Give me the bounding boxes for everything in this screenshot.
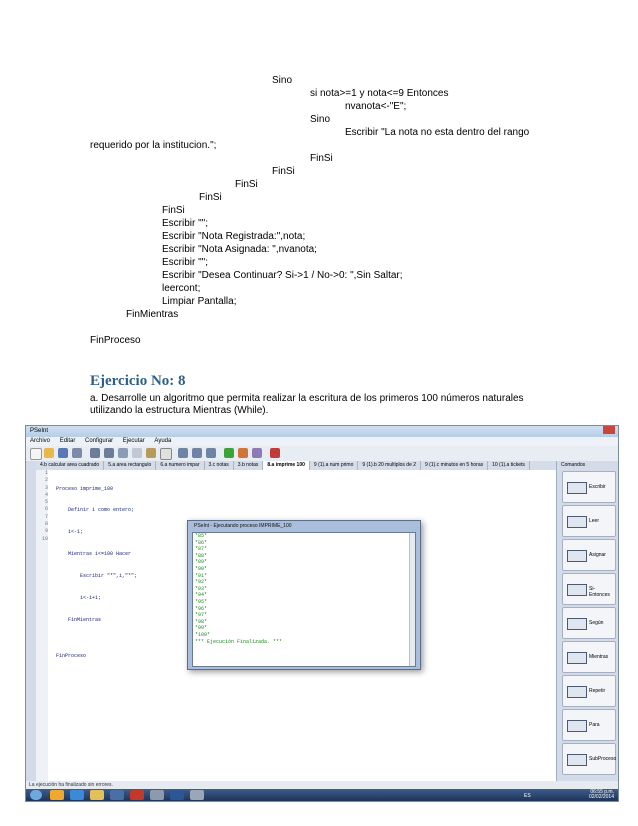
segun-icon bbox=[567, 618, 587, 630]
tab-file[interactable]: 3.b notas bbox=[234, 461, 264, 470]
pseudo-line: FinSi bbox=[235, 179, 258, 190]
windows-taskbar bbox=[26, 789, 618, 801]
explorer-icon[interactable] bbox=[90, 790, 104, 800]
para-icon bbox=[567, 720, 587, 732]
command-asignar[interactable]: Asignar bbox=[562, 539, 616, 571]
console-line: *89* bbox=[195, 559, 208, 566]
line-number: 10 bbox=[41, 535, 48, 542]
mientras-icon bbox=[567, 652, 587, 664]
console-title: PSeInt - Ejecutando proceso IMPRIME_100 bbox=[194, 523, 292, 529]
tab-file[interactable]: 9 (1).b 20 multiplos de 2 bbox=[358, 461, 421, 470]
leer-icon bbox=[567, 516, 587, 528]
repetir-icon bbox=[567, 686, 587, 698]
line-number: 9 bbox=[44, 528, 48, 535]
step-run-icon[interactable] bbox=[238, 448, 248, 458]
line-number: 8 bbox=[44, 521, 48, 528]
line-number: 4 bbox=[44, 491, 48, 498]
code-line: i<-i+1; bbox=[56, 595, 102, 602]
menu-ejecutar[interactable]: Ejecutar bbox=[122, 438, 145, 444]
si-entonces-icon bbox=[567, 584, 587, 596]
pseudo-line: nvanota<-"E"; bbox=[345, 101, 407, 112]
console-line: *97* bbox=[195, 612, 208, 619]
console-line: *94* bbox=[195, 592, 208, 599]
line-number: 6 bbox=[44, 506, 48, 513]
commands-panel bbox=[556, 461, 619, 781]
console-scrollbar[interactable] bbox=[409, 533, 415, 666]
menu-bar bbox=[26, 437, 618, 446]
pseudo-line: Escribir "Nota Asignada: ",nvanota; bbox=[162, 244, 317, 255]
tab-file-active[interactable]: 8.a imprime 100 bbox=[263, 461, 310, 470]
exercise-heading: Ejercicio No: 8 bbox=[90, 373, 186, 389]
tab-file[interactable]: 10 (1).a tickets bbox=[488, 461, 530, 470]
menu-editar[interactable]: Editar bbox=[59, 438, 76, 444]
tab-file[interactable]: 6.a numero impar bbox=[156, 461, 204, 470]
indent-icon[interactable] bbox=[178, 448, 188, 458]
app-titlebar bbox=[26, 426, 618, 437]
pseudo-line: FinSi bbox=[272, 166, 295, 177]
code-lines bbox=[56, 471, 137, 675]
console-line: *95* bbox=[195, 598, 208, 605]
tab-file[interactable]: 5.a area rectangulo bbox=[104, 461, 156, 470]
code-line: Definir i como entero; bbox=[56, 507, 135, 514]
console-line: *91* bbox=[195, 572, 208, 579]
tab-file[interactable]: 9 (1).c minutos en 5 horas bbox=[421, 461, 488, 470]
save-as-icon[interactable] bbox=[72, 448, 82, 458]
pseudo-line: Escribir ""; bbox=[162, 218, 208, 229]
subproceso-icon bbox=[567, 754, 587, 766]
line-number-gutter bbox=[36, 470, 48, 781]
media-icon[interactable] bbox=[110, 790, 124, 800]
code-line: FinProceso bbox=[56, 653, 87, 660]
pseint-taskbar-icon[interactable] bbox=[190, 790, 204, 800]
line-number: 3 bbox=[44, 484, 48, 491]
commands-panel-title: Comandos bbox=[561, 462, 586, 468]
find-icon[interactable] bbox=[160, 448, 172, 460]
console-line: *98* bbox=[195, 618, 208, 625]
pseudo-line: leercont; bbox=[162, 283, 201, 294]
line-number: 1 bbox=[44, 470, 48, 476]
tab-file[interactable]: 3.c notas bbox=[205, 461, 234, 470]
clock-date: 02/02/2014 bbox=[588, 794, 614, 800]
pseint-screenshot bbox=[25, 425, 619, 802]
code-line: Proceso imprime_100 bbox=[56, 485, 114, 492]
paste-icon[interactable] bbox=[146, 448, 156, 458]
code-line: i<-1; bbox=[56, 529, 84, 536]
pseudo-line: FinMientras bbox=[126, 309, 179, 320]
redo-icon[interactable] bbox=[104, 448, 114, 458]
pseudo-line: Sino bbox=[310, 114, 331, 125]
line-number: 5 bbox=[44, 499, 48, 506]
diagram-icon[interactable] bbox=[252, 448, 262, 458]
exercise-description: utilizando la estructura Mientras (While). bbox=[90, 405, 269, 416]
left-side-panel[interactable] bbox=[26, 461, 36, 781]
save-icon[interactable] bbox=[58, 448, 68, 458]
close-icon[interactable] bbox=[603, 426, 615, 434]
command-para[interactable]: Para bbox=[562, 709, 616, 741]
console-line: *90* bbox=[195, 565, 208, 572]
exercise-description: a. Desarrolle un algoritmo que permita realizar la escritura de los primeros 100 números naturales bbox=[90, 393, 524, 404]
pseudo-line: Limpiar Pantalla; bbox=[162, 296, 237, 307]
console-finish-message: *** Ejecución Finalizada. *** bbox=[195, 638, 283, 645]
pseudo-line: FinProceso bbox=[90, 335, 141, 346]
console-line: *85* bbox=[195, 533, 208, 539]
console-line: *96* bbox=[195, 605, 208, 612]
console-line: *87* bbox=[195, 546, 208, 553]
word-icon[interactable] bbox=[170, 790, 184, 800]
console-line: *100* bbox=[195, 631, 211, 638]
command-si-entonces[interactable]: Si-Entonces bbox=[562, 573, 616, 605]
menu-configurar[interactable]: Configurar bbox=[85, 438, 114, 444]
asignar-icon bbox=[567, 550, 587, 562]
escribir-icon bbox=[567, 482, 587, 494]
system-clock[interactable] bbox=[589, 790, 614, 800]
status-bar: La ejecución ha finalizado sin errores. bbox=[26, 781, 619, 789]
run-icon[interactable] bbox=[224, 448, 234, 458]
console-output[interactable] bbox=[192, 532, 416, 667]
command-escribir[interactable]: Escribir bbox=[562, 471, 616, 503]
pseudo-line: Escribir ""; bbox=[162, 257, 208, 268]
command-leer[interactable]: Leer bbox=[562, 505, 616, 537]
menu-archivo[interactable]: Archivo bbox=[30, 438, 51, 444]
console-line: *92* bbox=[195, 579, 208, 586]
code-line: Escribir "*",i,"*"; bbox=[56, 573, 138, 580]
pseudo-line: Sino bbox=[272, 75, 293, 86]
app-icon[interactable] bbox=[150, 790, 164, 800]
open-folder-icon[interactable] bbox=[44, 448, 54, 458]
command-subproceso[interactable]: SubProceso bbox=[562, 743, 616, 775]
app-title: PSeInt bbox=[30, 428, 49, 434]
pseudo-line: si nota>=1 y nota<=9 Entonces bbox=[310, 88, 449, 99]
console-line: *93* bbox=[195, 585, 208, 592]
language-indicator[interactable]: ES bbox=[524, 793, 531, 799]
line-number: 2 bbox=[44, 477, 48, 484]
code-line: Mientras i<=100 Hacer bbox=[56, 551, 132, 558]
pseudo-line: requerido por la institucion."; bbox=[90, 140, 217, 151]
command-segun[interactable]: Según bbox=[562, 607, 616, 639]
tab-file[interactable]: 4.b calcular area cuadrado bbox=[36, 461, 104, 470]
cut-icon[interactable] bbox=[118, 448, 128, 458]
menu-ayuda[interactable]: Ayuda bbox=[154, 438, 172, 444]
console-line: *88* bbox=[195, 552, 208, 559]
pseudo-line: Escribir "Desea Continuar? Si->1 / No->0: ",Sin Saltar; bbox=[162, 270, 403, 281]
code-editor[interactable] bbox=[36, 470, 556, 781]
clock-time: 06:55 p.m. bbox=[590, 789, 614, 795]
console-window bbox=[187, 520, 421, 670]
pseudo-line: Escribir "Nota Registrada:",nota; bbox=[162, 231, 306, 242]
start-button-icon[interactable] bbox=[30, 790, 42, 800]
tab-file[interactable]: 9 (1).a num primo bbox=[310, 461, 358, 470]
console-line: *99* bbox=[195, 625, 208, 632]
command-mientras[interactable]: Mientras bbox=[562, 641, 616, 673]
pseudo-line: FinSi bbox=[199, 192, 222, 203]
pseudo-line: FinSi bbox=[162, 205, 185, 216]
toolbar bbox=[26, 446, 618, 462]
line-number: 7 bbox=[44, 513, 48, 520]
copy-icon[interactable] bbox=[132, 448, 142, 458]
pdf-icon[interactable] bbox=[130, 790, 144, 800]
chrome-icon[interactable] bbox=[50, 790, 64, 800]
pseudo-line: Escribir "La nota no esta dentro del rango bbox=[345, 127, 530, 138]
unindent-icon[interactable] bbox=[192, 448, 202, 458]
comment-icon[interactable] bbox=[206, 448, 216, 458]
command-repetir[interactable]: Repetir bbox=[562, 675, 616, 707]
ie-icon[interactable] bbox=[70, 790, 84, 800]
help-icon[interactable] bbox=[270, 448, 280, 458]
pseudo-line: FinSi bbox=[310, 153, 333, 164]
new-file-icon[interactable] bbox=[30, 448, 42, 460]
code-line: FinMientras bbox=[56, 616, 102, 623]
console-line: *86* bbox=[195, 539, 208, 546]
undo-icon[interactable] bbox=[90, 448, 100, 458]
file-tabs bbox=[36, 461, 556, 470]
